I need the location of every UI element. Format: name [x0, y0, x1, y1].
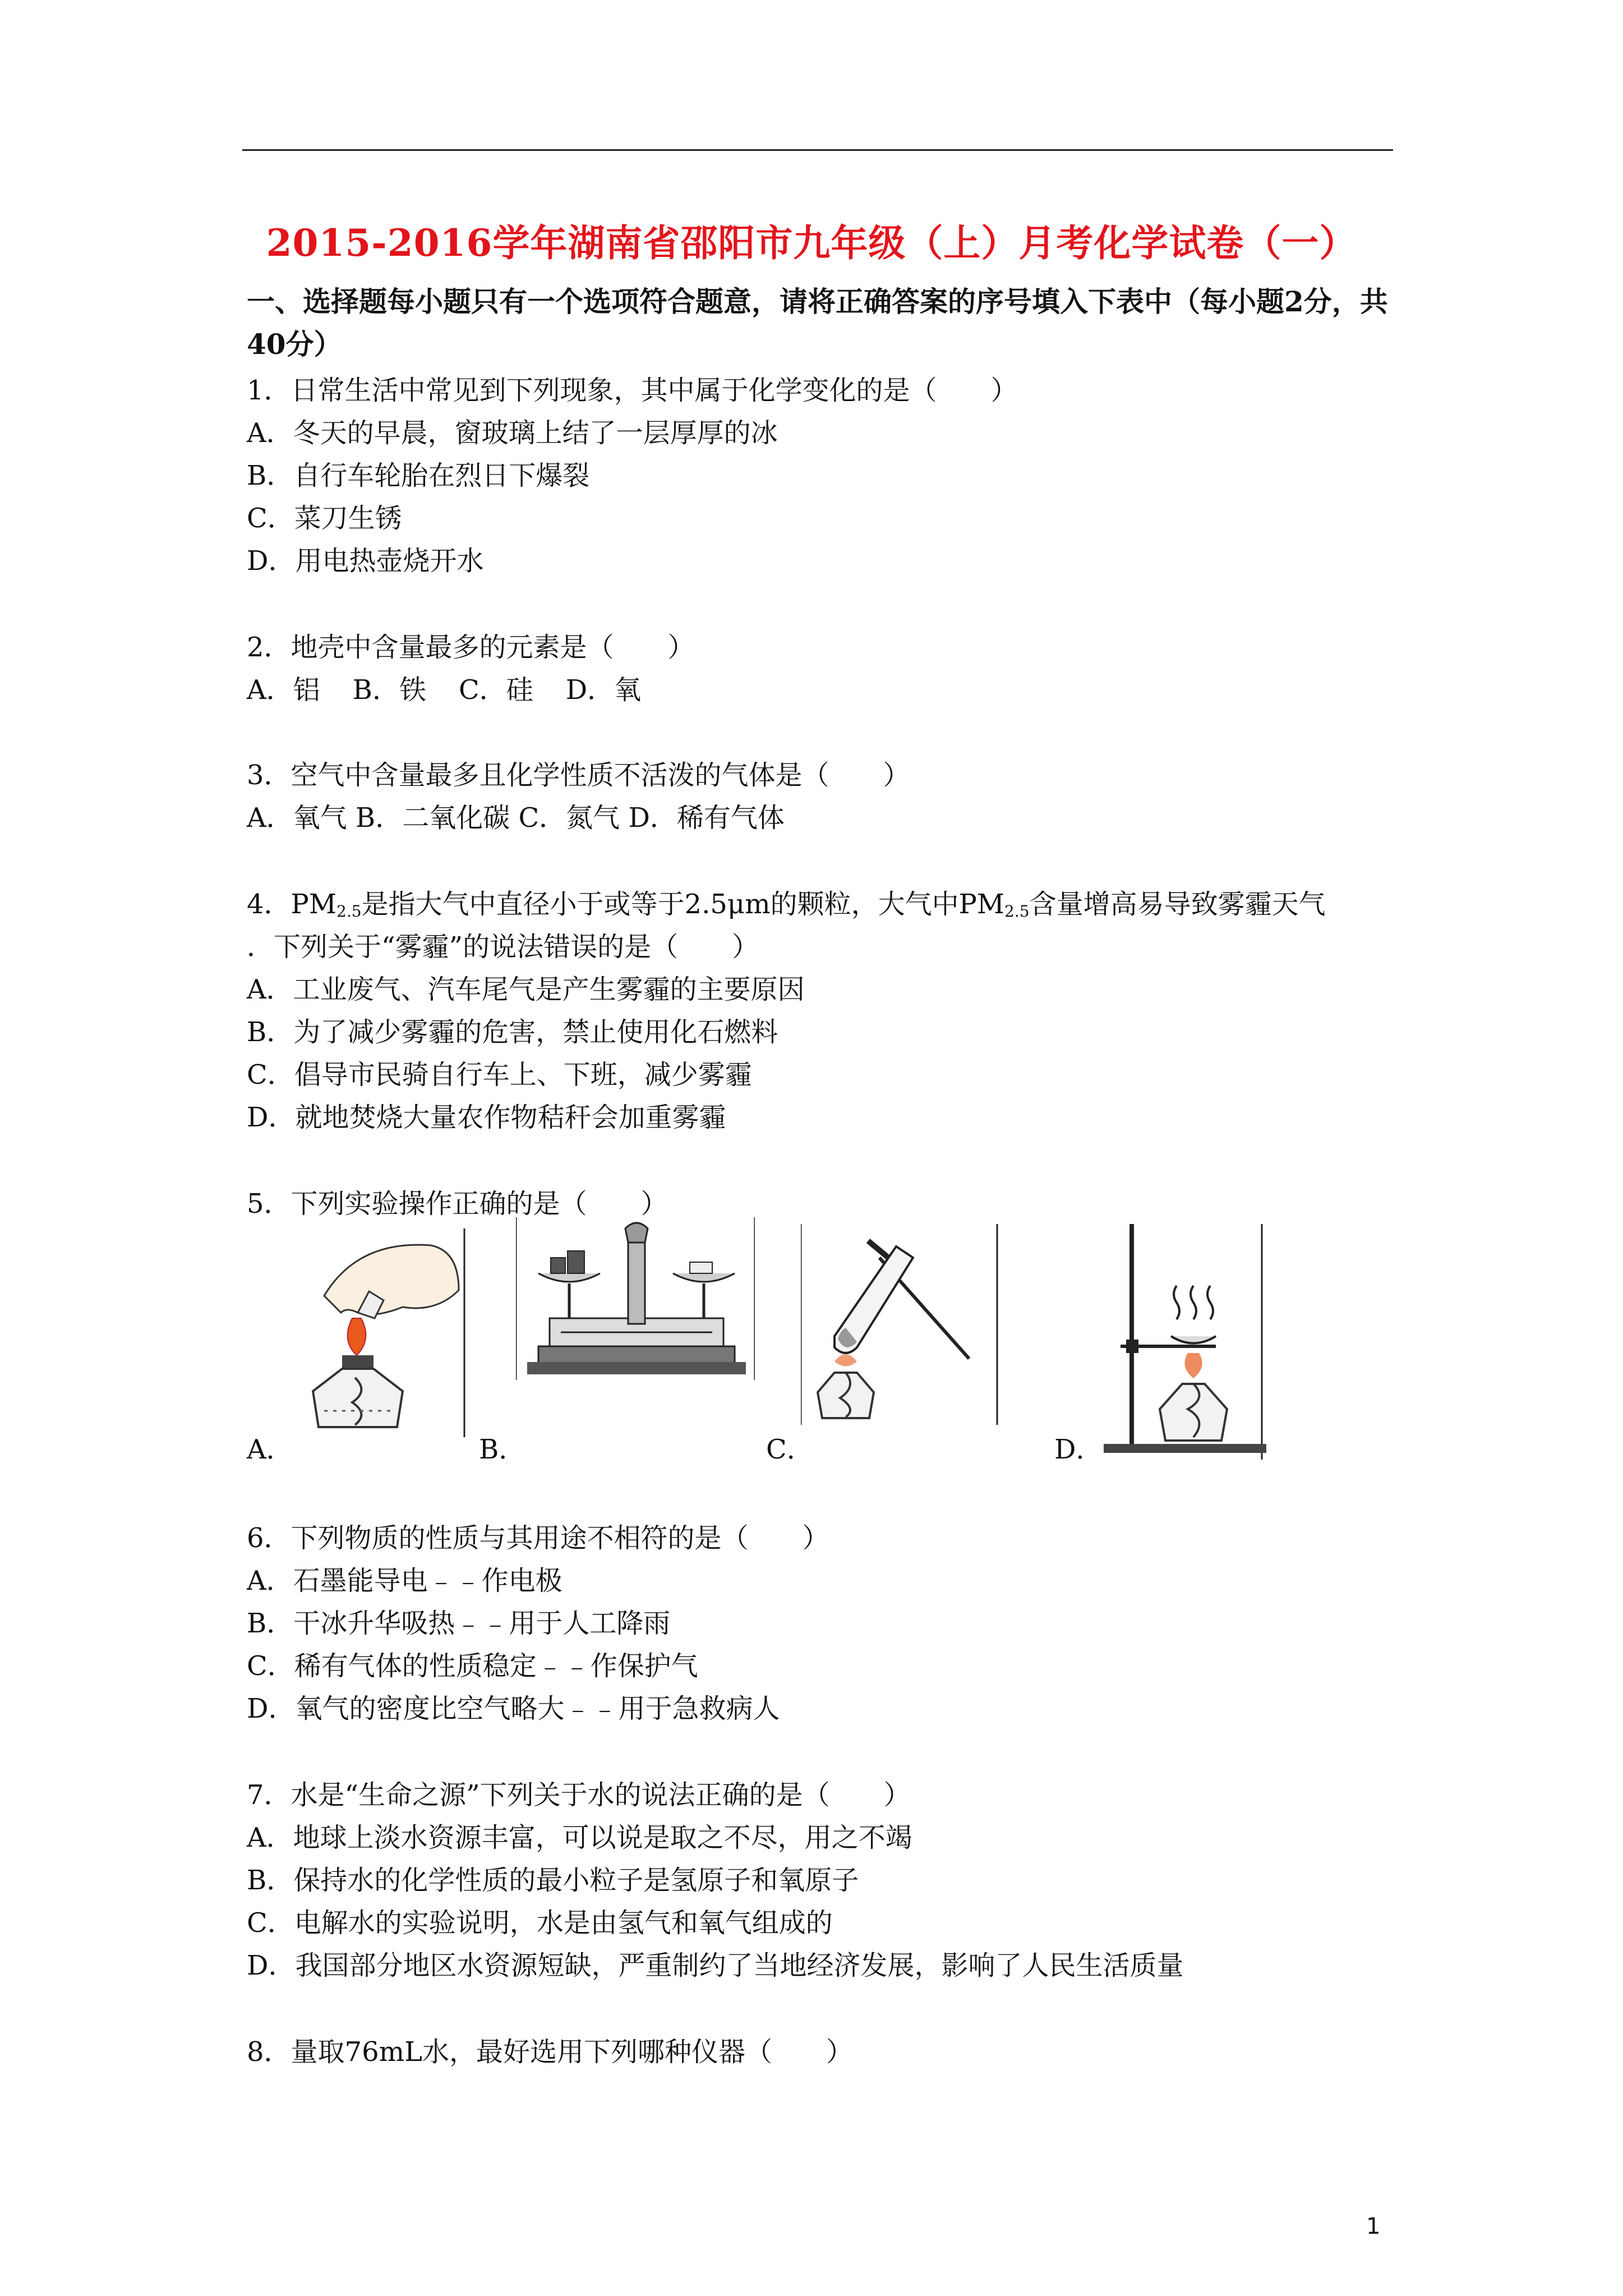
figure-b-label: B．	[479, 1434, 526, 1465]
page-number: 1	[1366, 2214, 1381, 2239]
question-3-stem: 3．空气中含量最多且化学性质不活泼的气体是（ ）	[247, 760, 910, 791]
question-4-option-c: C．倡导市民骑自行车上、下班，减少雾霾	[247, 1059, 752, 1091]
question-4-option-d: D．就地焚烧大量农作物秸秆会加重雾霾	[247, 1102, 726, 1133]
question-4-subscript-1: 2.5	[336, 902, 362, 921]
question-1-option-a: A．冬天的早晨，窗玻璃上结了一层厚厚的冰	[247, 417, 778, 449]
question-6-option-d: D．氧气的密度比空气略大﹣﹣用于急救病人	[247, 1693, 780, 1724]
question-2-option-c: C．硅	[458, 674, 533, 706]
question-6-stem: 6．下列物质的性质与其用途不相符的是（ ）	[247, 1522, 829, 1554]
page-title: 2015-2016学年湖南省邵阳市九年级（上）月考化学试卷（一）	[266, 221, 1357, 265]
question-4-stem-part1: 4．PM	[247, 889, 336, 920]
question-4-stem-part3: 含量增高易导致雾霾天气	[1029, 889, 1326, 920]
question-4-stem-part2: 是指大气中直径小于或等于2.5μm的颗粒，大气中PM	[361, 889, 1005, 920]
question-1-option-b: B．自行车轮胎在烈日下爆裂	[247, 460, 590, 491]
figure-d-iron-stand-icon	[1087, 1224, 1266, 1460]
question-5-stem: 5．下列实验操作正确的是（ ）	[247, 1188, 668, 1220]
question-7-option-c: C．电解水的实验说明，水是由氢气和氧气组成的	[247, 1907, 833, 1939]
question-1-stem: 1．日常生活中常见到下列现象，其中属于化学变化的是（ ）	[247, 375, 1018, 406]
question-4-subscript-2: 2.5	[1004, 902, 1030, 921]
question-3-options: A．氧气 B．二氧化碳 C．氮气 D．稀有气体	[247, 802, 785, 834]
figure-a-alcohol-lamp-icon	[291, 1228, 471, 1437]
header-rule	[242, 149, 1393, 151]
figure-d-label: D．	[1054, 1434, 1103, 1465]
figure-c-test-tube-icon	[801, 1224, 1003, 1425]
question-4-option-b: B．为了减少雾霾的危害，禁止使用化石燃料	[247, 1016, 778, 1048]
question-2-option-d: D．氧	[565, 674, 642, 706]
figure-a-label: A．	[247, 1434, 293, 1465]
question-2-option-a: A．铝	[247, 674, 320, 706]
question-1-option-d: D．用电热壶烧开水	[247, 545, 484, 577]
figure-c-label: C．	[766, 1434, 814, 1465]
question-7-stem: 7．水是“生命之源”下列关于水的说法正确的是（ ）	[247, 1779, 911, 1811]
section-heading: 一、选择题每小题只有一个选项符合题意，请将正确答案的序号填入下表中（每小题2分，共40分）	[247, 285, 1388, 361]
question-4-stem-line2: ．下列关于“雾霾”的说法错误的是（ ）	[247, 931, 759, 963]
question-2-option-b: B．铁	[352, 674, 426, 706]
question-1-option-c: C．菜刀生锈	[247, 503, 402, 534]
question-8-stem: 8．量取76mL水，最好选用下列哪种仪器（ ）	[247, 2036, 854, 2068]
question-7-option-d: D．我国部分地区水资源短缺，严重制约了当地经济发展，影响了人民生活质量	[247, 1950, 1184, 1981]
question-6-option-b: B．干冰升华吸热﹣﹣用于人工降雨	[247, 1608, 671, 1639]
question-6-option-a: A．石墨能导电﹣﹣作电极	[247, 1565, 562, 1596]
question-2-stem: 2．地壳中含量最多的元素是（ ）	[247, 632, 695, 663]
question-7-option-b: B．保持水的化学性质的最小粒子是氢原子和氧原子	[247, 1865, 859, 1896]
question-2-options	[247, 673, 674, 707]
question-4-option-a: A．工业废气、汽车尾气是产生雾霾的主要原因	[247, 974, 805, 1005]
question-4-stem	[247, 887, 1326, 928]
question-6-option-c: C．稀有气体的性质稳定﹣﹣作保护气	[247, 1650, 698, 1682]
figure-b-balance-icon	[516, 1217, 755, 1380]
question-7-option-a: A．地球上淡水资源丰富，可以说是取之不尽，用之不竭	[247, 1822, 912, 1853]
